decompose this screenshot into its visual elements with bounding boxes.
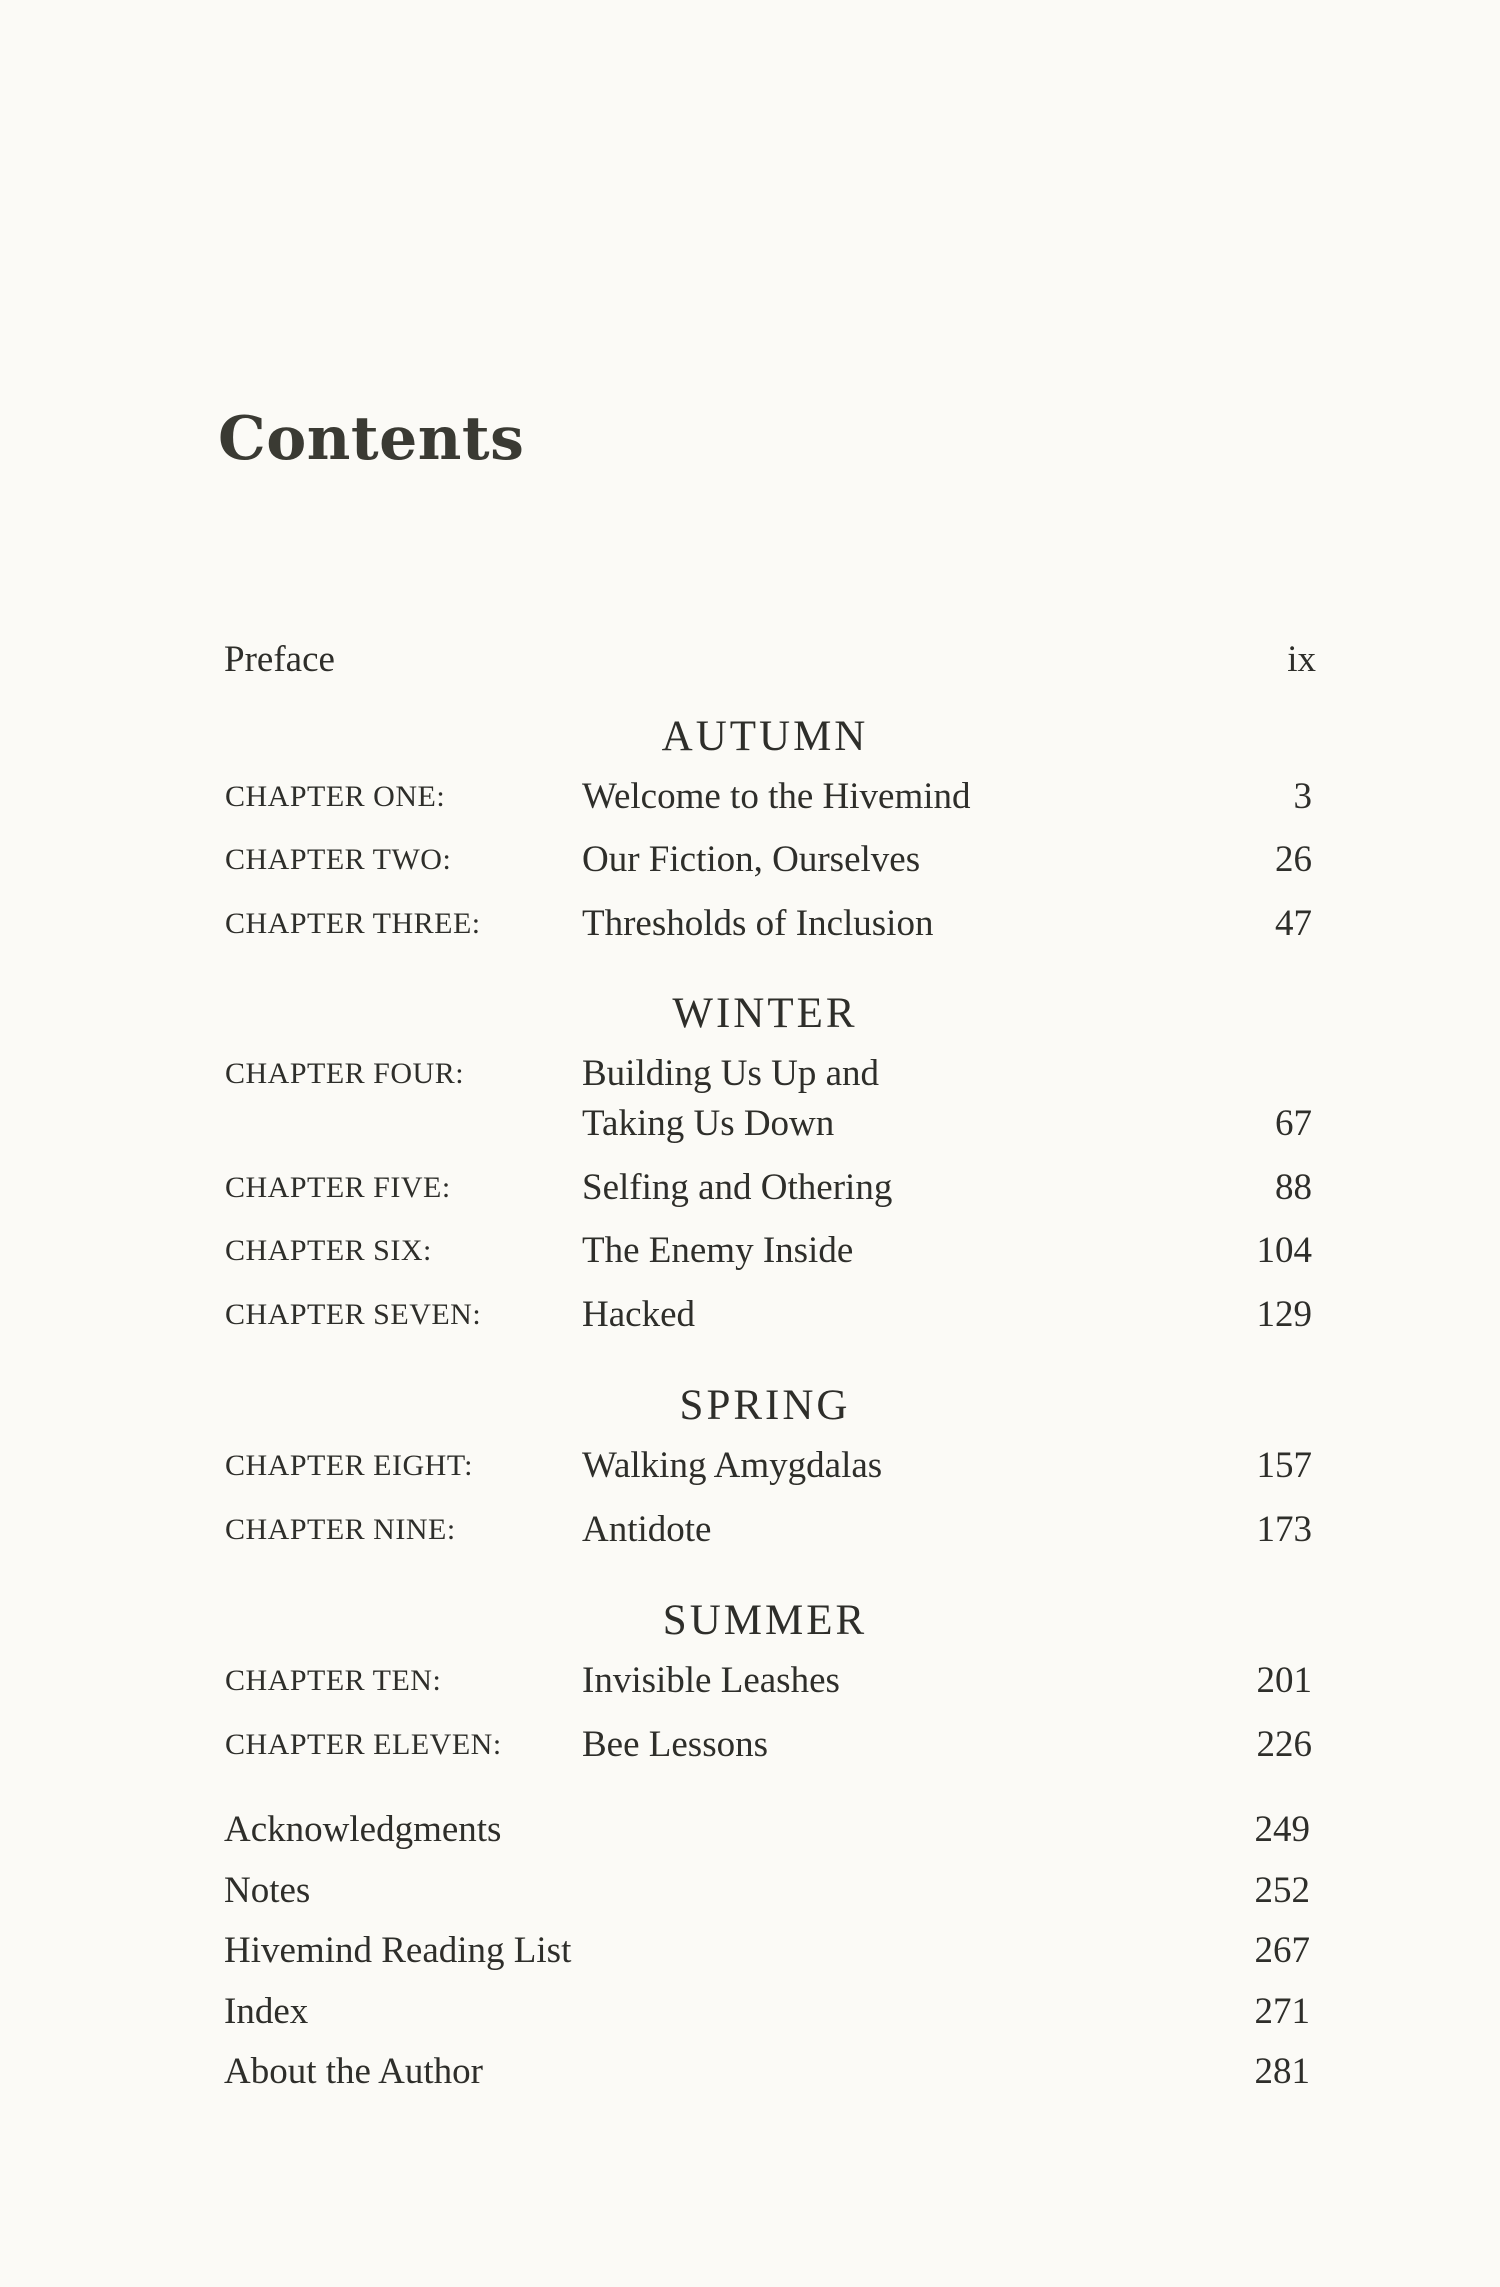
entry-page: 157 xyxy=(1256,1445,1312,1486)
entry-title: Hacked xyxy=(582,1294,695,1335)
page-title: Contents xyxy=(218,404,525,474)
toc-entry-about-author[interactable] xyxy=(0,2050,1500,2100)
toc-entry-acknowledgments[interactable] xyxy=(0,1808,1500,1858)
entry-page: 173 xyxy=(1256,1509,1312,1550)
toc-entry-chapter-one[interactable] xyxy=(0,775,1500,825)
entry-page: 88 xyxy=(1275,1167,1312,1208)
entry-page: 249 xyxy=(1254,1809,1310,1850)
entry-page: 26 xyxy=(1275,839,1312,880)
entry-title: Invisible Leashes xyxy=(582,1660,840,1701)
entry-page: 47 xyxy=(1275,903,1312,944)
entry-title-line-2: Taking Us Down xyxy=(582,1103,835,1144)
toc-entry-chapter-eight[interactable] xyxy=(0,1444,1500,1494)
entry-title-line-1: Building Us Up and xyxy=(582,1053,880,1094)
chapter-label: CHAPTER THREE: xyxy=(225,907,481,940)
toc-entry-chapter-seven[interactable] xyxy=(0,1293,1500,1343)
toc-entry-chapter-ten[interactable] xyxy=(0,1659,1500,1709)
chapter-label: CHAPTER EIGHT: xyxy=(225,1449,473,1482)
entry-page: 67 xyxy=(1275,1103,1312,1144)
toc-entry-preface[interactable] xyxy=(0,638,1500,688)
toc-entry-chapter-five[interactable] xyxy=(0,1166,1500,1216)
toc-entry-chapter-six[interactable] xyxy=(0,1229,1500,1279)
entry-page: 129 xyxy=(1256,1294,1312,1335)
chapter-label: CHAPTER FIVE: xyxy=(225,1171,451,1204)
toc-entry-chapter-nine[interactable] xyxy=(0,1508,1500,1558)
part-heading-autumn: AUTUMN xyxy=(661,713,869,760)
entry-title: Our Fiction, Ourselves xyxy=(582,839,921,880)
entry-title: Preface xyxy=(224,639,335,680)
toc-entry-reading-list[interactable] xyxy=(0,1929,1500,1979)
entry-page: 281 xyxy=(1254,2051,1310,2092)
toc-entry-chapter-two[interactable] xyxy=(0,838,1500,888)
entry-page: ix xyxy=(1287,639,1316,680)
entry-title: Bee Lessons xyxy=(582,1724,768,1765)
entry-title: Selfing and Othering xyxy=(582,1167,893,1208)
chapter-label: CHAPTER NINE: xyxy=(225,1513,456,1546)
entry-page: 104 xyxy=(1256,1230,1312,1271)
entry-page: 201 xyxy=(1256,1660,1312,1701)
toc-entry-chapter-four[interactable] xyxy=(0,1052,1500,1152)
toc-entry-chapter-eleven[interactable] xyxy=(0,1723,1500,1773)
entry-title: About the Author xyxy=(224,2051,483,2092)
entry-title: Hivemind Reading List xyxy=(224,1930,572,1971)
chapter-label: CHAPTER TWO: xyxy=(225,843,452,876)
chapter-label: CHAPTER SEVEN: xyxy=(225,1298,482,1331)
entry-title: Notes xyxy=(224,1870,311,1911)
entry-title: Walking Amygdalas xyxy=(582,1445,883,1486)
chapter-label: CHAPTER TEN: xyxy=(225,1664,442,1697)
entry-title: Antidote xyxy=(582,1509,712,1550)
entry-page: 226 xyxy=(1256,1724,1312,1765)
toc-entry-chapter-three[interactable] xyxy=(0,902,1500,952)
entry-page: 271 xyxy=(1254,1991,1310,2032)
part-heading-summer: SUMMER xyxy=(662,1597,868,1644)
entry-page: 267 xyxy=(1254,1930,1310,1971)
chapter-label: CHAPTER ONE: xyxy=(225,780,446,813)
entry-page: 252 xyxy=(1254,1870,1310,1911)
entry-title: Acknowledgments xyxy=(224,1809,502,1850)
entry-title: Welcome to the Hivemind xyxy=(582,776,971,817)
part-heading-spring: SPRING xyxy=(679,1382,851,1429)
entry-title: The Enemy Inside xyxy=(582,1230,854,1271)
entry-title: Thresholds of Inclusion xyxy=(582,903,934,944)
chapter-label: CHAPTER FOUR: xyxy=(225,1057,465,1090)
entry-page: 3 xyxy=(1293,776,1312,817)
chapter-label: CHAPTER ELEVEN: xyxy=(225,1728,502,1761)
entry-title: Index xyxy=(224,1991,309,2032)
part-heading-winter: WINTER xyxy=(672,990,858,1037)
chapter-label: CHAPTER SIX: xyxy=(225,1234,432,1267)
toc-entry-notes[interactable] xyxy=(0,1869,1500,1919)
toc-entry-index[interactable] xyxy=(0,1990,1500,2040)
